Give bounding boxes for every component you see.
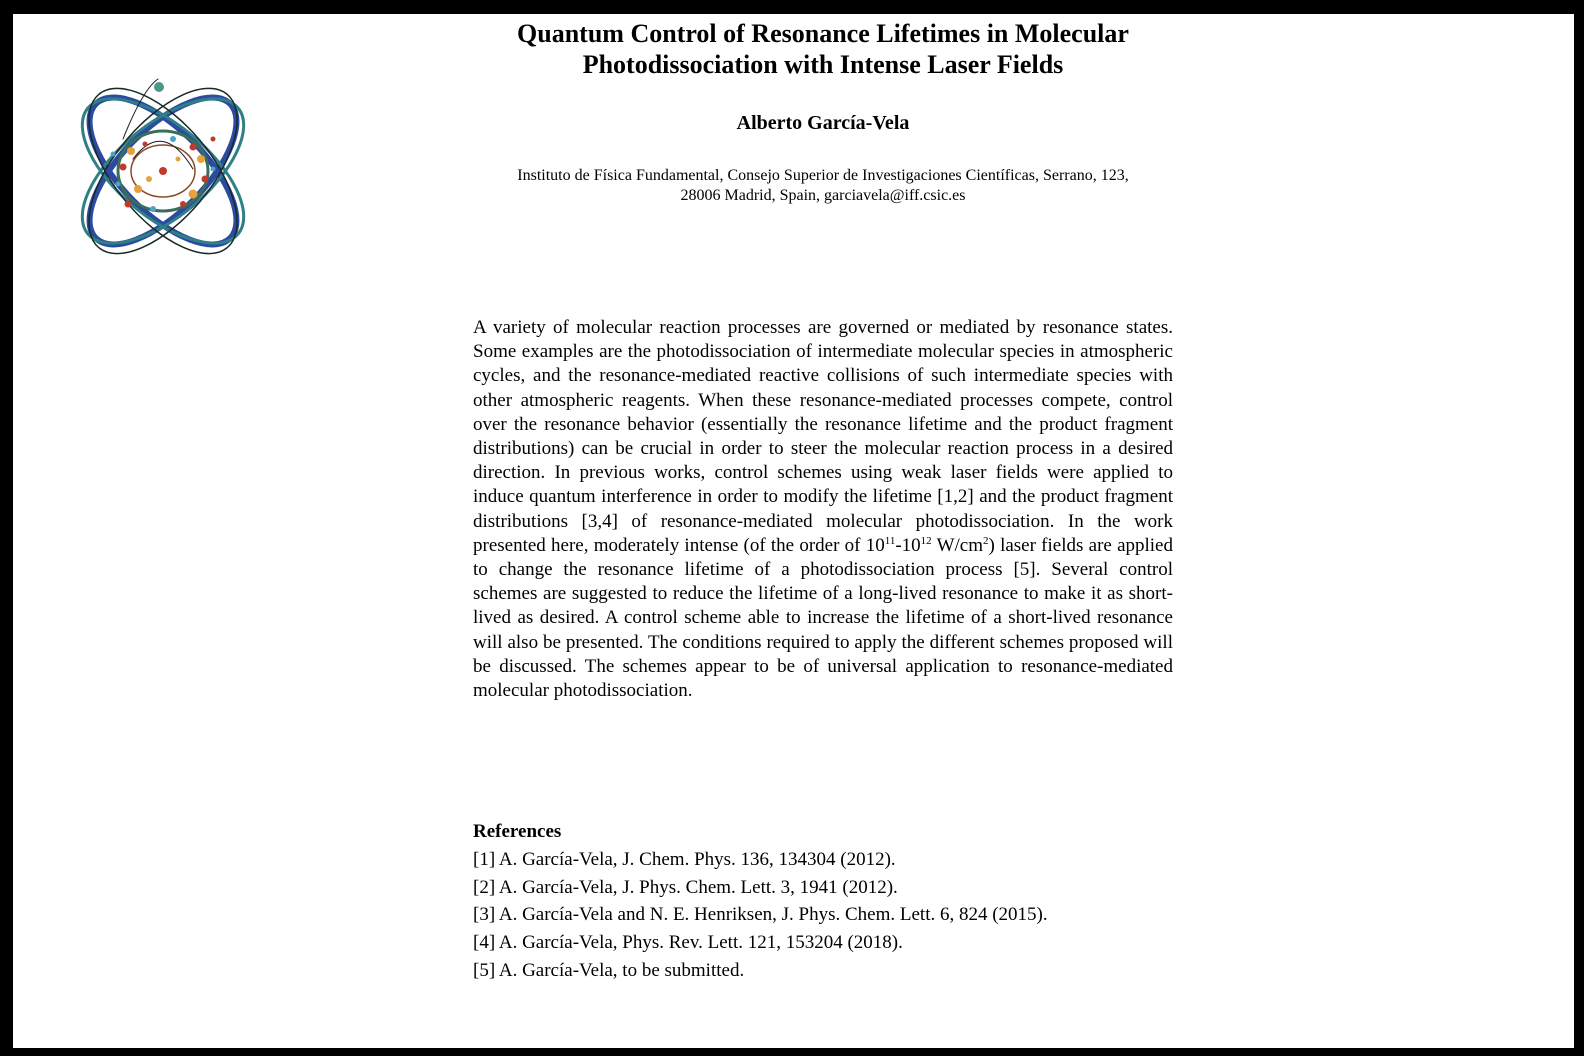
reference-item: [2] A. García-Vela, J. Phys. Chem. Lett. 3, 1941 (2012). — [473, 876, 898, 898]
reference-item: [4] A. García-Vela, Phys. Rev. Lett. 121, 153204 (2018). — [473, 932, 903, 954]
abstract — [473, 316, 1173, 703]
references-heading: References — [473, 821, 562, 842]
author-name: Alberto García-Vela — [736, 112, 910, 134]
abstract-paragraph — [473, 316, 1173, 703]
title-line-1: Quantum Control of Resonance Lifetimes in Molecular — [517, 19, 1129, 48]
abstract-text-dash: -10 — [895, 534, 921, 556]
abstract-text-unit: W/cm — [931, 534, 983, 556]
paper-title — [373, 18, 1273, 80]
superscript-exp2: 12 — [920, 534, 932, 547]
reference-item: [5] A. García-Vela, to be submitted. — [473, 959, 745, 981]
atom-orbit-icon — [53, 59, 273, 279]
superscript-exp3: 2 — [983, 534, 989, 547]
document-page — [13, 14, 1574, 1048]
superscript-exp1: 11 — [884, 534, 896, 547]
affiliation-line-2: 28006 Madrid, Spain, garciavela@iff.csic.es — [680, 187, 966, 204]
abstract-text-part2: ) laser fields are applied to change the resonance lifetime of a photodissociation process [5]. Several control schemes are suggested to reduce the lifetime of a long-lived resonance to make it as short-lived as desired. A control scheme able to increase the lifetime of a short-lived resonance will also be presented. The conditions required to apply the different schemes proposed will be discussed. The schemes appear to be of universal application to resonance-mediated molecular photodissociation. — [473, 534, 1173, 702]
references-section — [473, 818, 1233, 985]
reference-item: [3] A. García-Vela and N. E. Henriksen, J. Phys. Chem. Lett. 6, 824 (2015). — [473, 904, 1048, 926]
title-line-2: Photodissociation with Intense Laser Fields — [582, 50, 1064, 79]
reference-item: [1] A. García-Vela, J. Chem. Phys. 136, 134304 (2012). — [473, 848, 896, 870]
affiliation — [373, 166, 1273, 206]
abstract-text-part1: A variety of molecular reaction processes are governed or mediated by resonance states. Some examples are the photodissociation of intermediate molecular species in atmospheric cycles, and the resonance-mediated reactive collisions of such intermediate species with other atmospheric reagents. When these resonance-mediated processes compete, control over the resonance behavior (essentially the resonance lifetime and the product fragment distributions) can be crucial in order to steer the molecular reaction process in a desired direction. In previous works, control schemes using weak laser fields were applied to induce quantum interference in order to modify the lifetime [1,2] and the product fragment distributions [3,4] of resonance-mediated molecular photodissociation. In the work presented here, moderately intense (of the order of 10 — [473, 317, 1173, 556]
affiliation-line-1: Instituto de Física Fundamental, Consejo Superior de Investigaciones Científicas, Serrano, 123, — [517, 167, 1129, 184]
